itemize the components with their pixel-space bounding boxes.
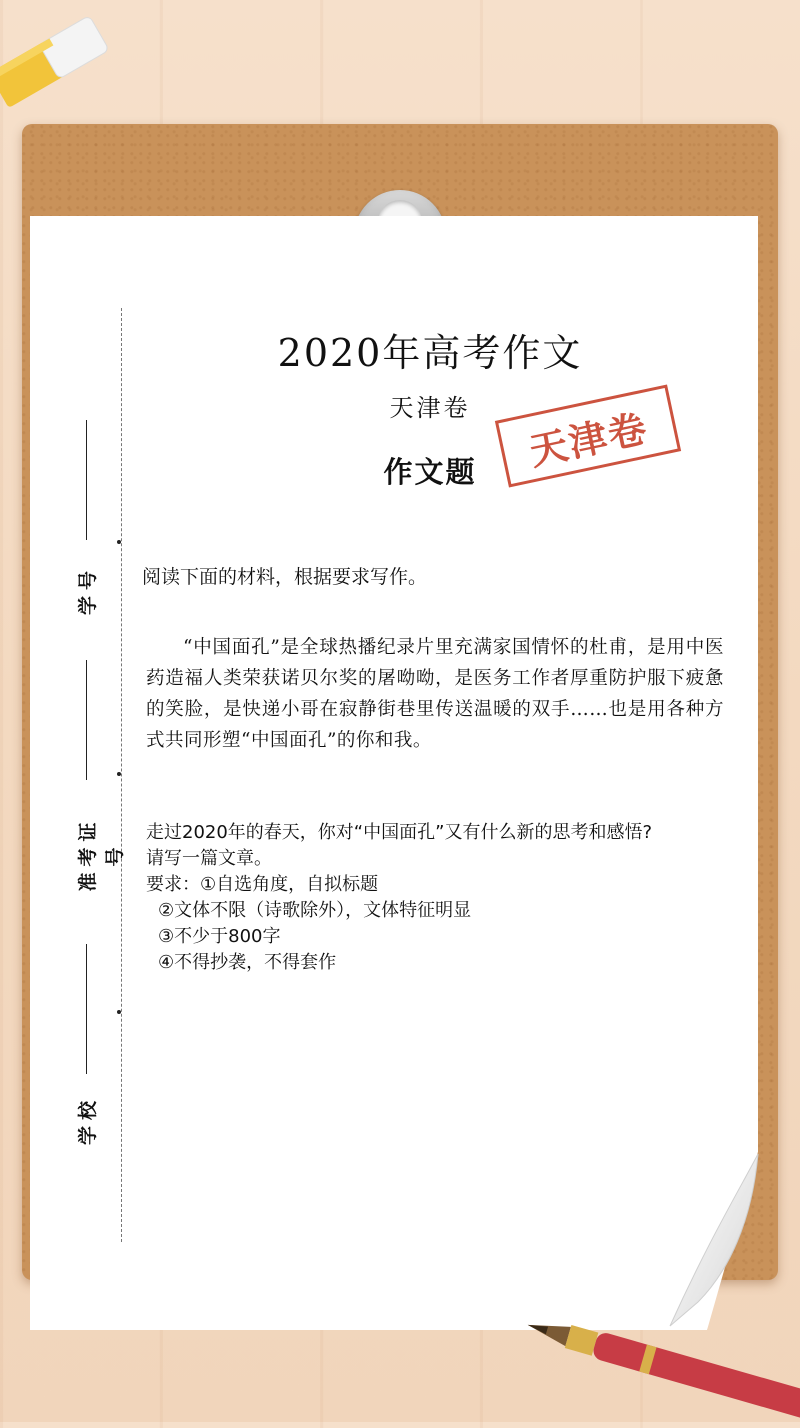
prompt-line: 走过2020年的春天，你对“中国面孔”又有什么新的思考和感悟? bbox=[146, 822, 653, 843]
eraser-icon bbox=[0, 4, 115, 116]
exam-paper bbox=[30, 216, 758, 1330]
binding-dashed-line bbox=[121, 308, 122, 1242]
requirement-item: ③不少于800字 bbox=[158, 926, 281, 947]
requirement-item: ②文体不限（诗歌除外），文体特征明显 bbox=[158, 900, 472, 921]
requirements-label: 要求：①自选角度，自拟标题 bbox=[146, 874, 379, 895]
binding-dot bbox=[117, 540, 121, 544]
red-stamp: 天津卷 bbox=[495, 384, 681, 487]
binding-dot bbox=[117, 772, 121, 776]
material-paragraph: “中国面孔”是全球热播纪录片里充满家国情怀的杜甫，是用中医药造福人类荣获诺贝尔奖的屠呦呦，是医务工作者厚重防护服下疲惫的笑脸，是快递小哥在寂静街巷里传送温暖的双手……也是用各种方式共同形塑“中国面孔”的你和我。 bbox=[146, 637, 724, 751]
page-title: 2020年高考作文 bbox=[277, 331, 583, 375]
prompt-line: 请写一篇文章。 bbox=[146, 848, 272, 869]
binding-dot bbox=[117, 1010, 121, 1014]
page-subtitle: 天津卷 bbox=[389, 394, 471, 422]
writing-prompt bbox=[146, 820, 736, 976]
exam-number-label: 准考证号 bbox=[77, 816, 126, 892]
requirement-item: ④不得抄袭，不得套作 bbox=[158, 952, 337, 973]
school-label: 学校 bbox=[77, 1095, 99, 1146]
fountain-pen-icon bbox=[520, 1318, 800, 1428]
student-id-blank[interactable] bbox=[86, 420, 87, 540]
school-blank[interactable] bbox=[86, 944, 87, 1074]
student-id-label: 学号 bbox=[77, 565, 99, 616]
exam-number-blank[interactable] bbox=[86, 660, 87, 780]
instruction-text: 阅读下面的材料，根据要求写作。 bbox=[142, 566, 428, 588]
page-curl-icon bbox=[668, 1152, 764, 1328]
section-heading: 作文题 bbox=[383, 455, 477, 489]
